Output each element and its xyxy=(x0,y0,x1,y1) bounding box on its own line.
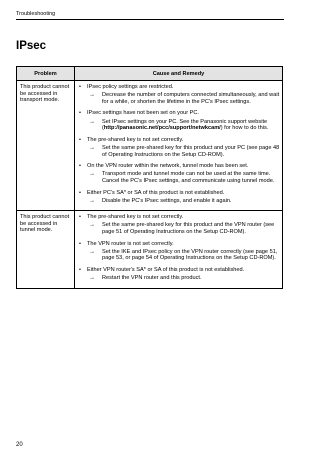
cause-item: • The pre-shared key is not set correctly. xyxy=(79,214,280,221)
arrow-right-icon: → xyxy=(89,248,95,255)
cause-item: • IPsec settings have not been set on your PC. xyxy=(79,110,280,117)
arrow-right-icon: → xyxy=(89,275,95,282)
troubleshooting-table xyxy=(16,66,283,289)
table-row xyxy=(17,211,283,289)
table-header-row xyxy=(17,67,283,81)
cause-item: • The VPN router is not set correctly. xyxy=(79,241,280,248)
remedy-item xyxy=(79,119,280,132)
remedy-item xyxy=(79,198,280,205)
remedy-text: Transport mode and tunnel mode can not be used at the same time. Cancel the PC's IPsec settings, and communicate using tunnel mode. xyxy=(102,171,275,184)
page-title: IPsec xyxy=(16,40,47,52)
arrow-right-icon: → xyxy=(89,144,95,151)
running-header: Troubleshooting xyxy=(16,11,56,17)
remedy-item xyxy=(79,145,280,158)
arrow-right-icon: → xyxy=(89,118,95,125)
remedy-item xyxy=(79,171,280,184)
support-website-link[interactable]: http://panasonic.net/pcc/support/netwkcam/ xyxy=(103,125,221,132)
remedy-text: Set IPsec settings on your PC. See the Panasonic support website ( xyxy=(102,118,268,132)
remedy-text: Set the IKE and IPsec policy on the VPN router correctly (see page 51, page 53, or page 54 of Operating Instructions on the Setup CD-ROM). xyxy=(102,248,278,262)
cause-remedy-cell xyxy=(75,211,283,289)
cause-item: • IPsec policy settings are restricted. xyxy=(79,84,280,91)
table-row xyxy=(17,81,283,211)
remedy-item xyxy=(79,222,280,235)
arrow-right-icon: → xyxy=(89,222,95,229)
cause-item: • Either PC's SA* or SA of this product is not established. xyxy=(79,190,280,197)
column-header-cause-remedy: Cause and Remedy xyxy=(75,67,283,81)
remedy-text: Set the same pre-shared key for this product and the VPN router (see page 51 of Operating Instructions on the Setup CD-ROM). xyxy=(102,222,275,236)
cause-item: • On the VPN router within the network, tunnel mode has been set. xyxy=(79,163,280,170)
remedy-text: Set the same pre-shared key for this product and your PC (see page 48 of Operating Instructions on the Setup CD-ROM). xyxy=(102,144,280,158)
cause-item: • Either VPN router's SA* or SA of this product is not established. xyxy=(79,267,280,274)
column-header-problem: Problem xyxy=(17,67,75,81)
remedy-item xyxy=(79,249,280,262)
cause-item: • The pre-shared key is not set correctly. xyxy=(79,137,280,144)
cause-remedy-cell xyxy=(75,81,283,211)
remedy-item xyxy=(79,92,280,105)
arrow-right-icon: → xyxy=(89,171,95,178)
remedy-item xyxy=(79,275,280,282)
remedy-text: ) for how to do this. xyxy=(220,125,269,132)
remedy-text: Disable the PC's IPsec settings, and enable it again. xyxy=(102,197,232,204)
remedy-text: Decrease the number of computers connected simultaneously, and wait for a while, or shorten the lifetime in the PC's IPsec settings. xyxy=(102,92,280,105)
remedy-text: Restart the VPN router and this product. xyxy=(102,275,202,282)
arrow-right-icon: → xyxy=(89,197,95,204)
problem-cell: This product cannot be accessed in transport mode. xyxy=(17,81,75,211)
header-divider xyxy=(16,19,284,20)
arrow-right-icon: → xyxy=(89,92,95,99)
problem-cell: This product cannot be accessed in tunnel mode. xyxy=(17,211,75,289)
page-number: 20 xyxy=(16,442,23,448)
